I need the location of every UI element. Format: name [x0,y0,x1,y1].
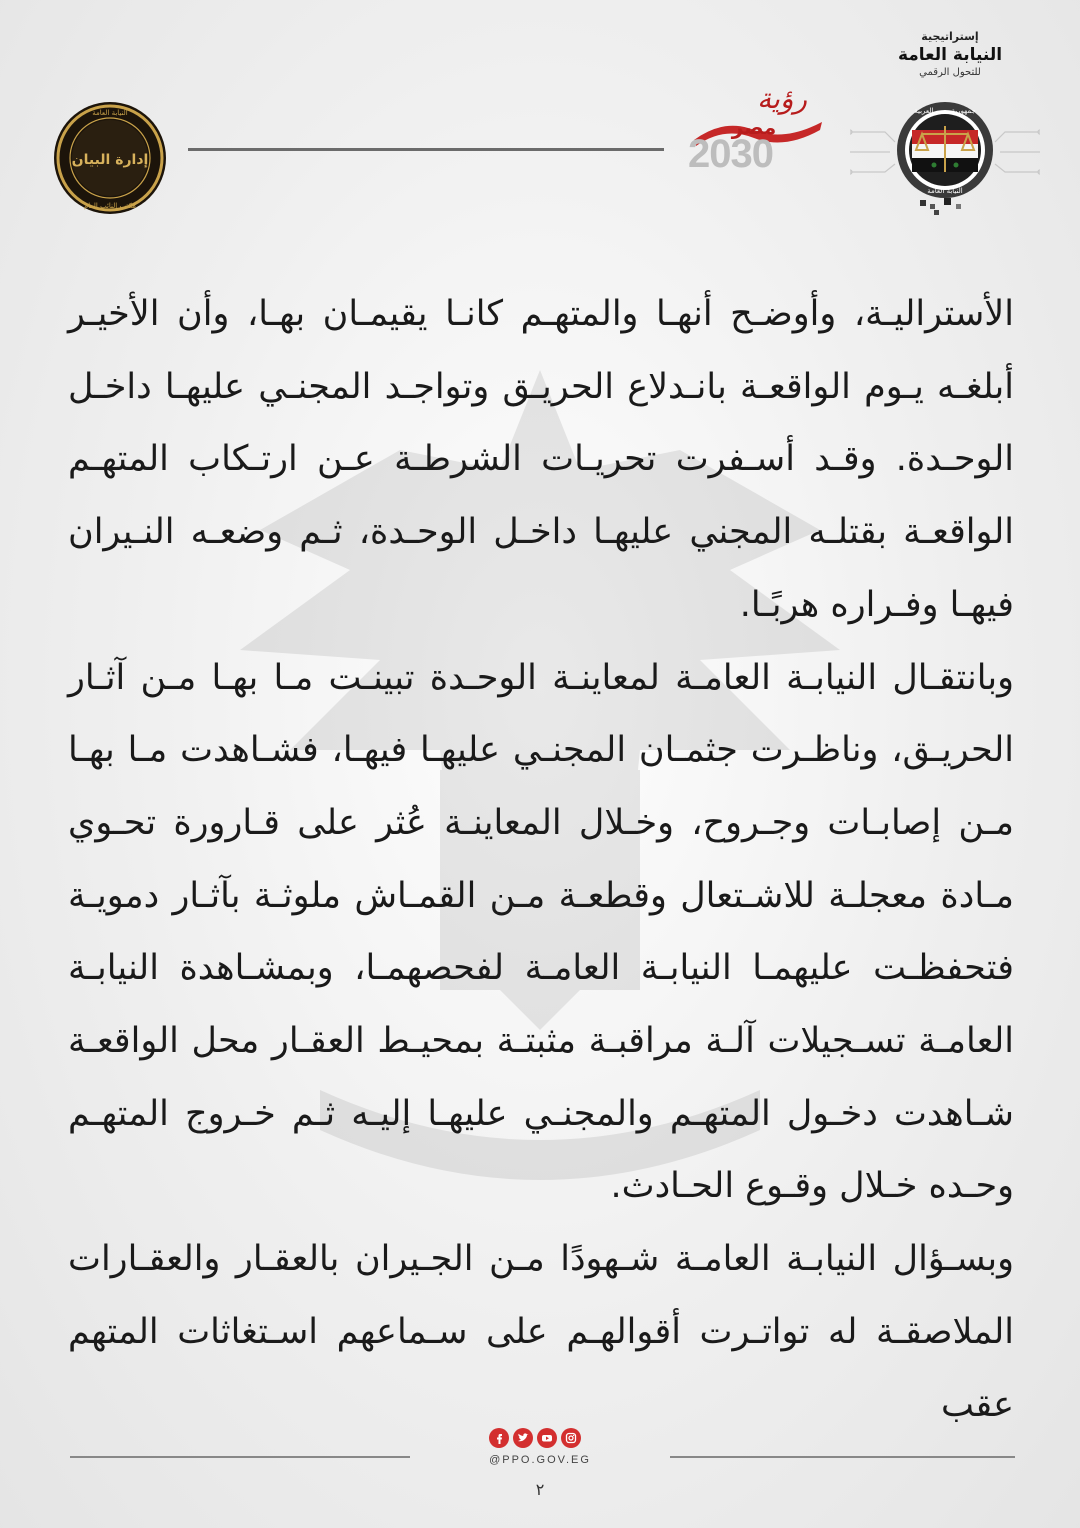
paragraph-2: وبانتقـال النيابـة العامـة لمعاينـة الوحـدة تبينـت مـا بهـا مـن آثـار الحريـق، وناظـرت جثمـان المجنـي عليهـا فيهـا، فشـاهدت مـا بهـا مـن إصابـات وجـروح، وخـلال المعاينـة عُثر على قـارورة تحـوي مـادة معجلـة للاشـتعال وقطعـة مـن القمـاش ملوثـة بآثـار دمويـة فتحفظـت عليهمـا النيابـة العامـة لفحصهمـا، وبمشـاهدة النيابـة العامـة تسـجيلات آلـة مراقبـة مثبتـة بمحيـط العقـار محل الواقعـة شـاهدت دخـول المتهـم والمجنـي عليهـا إليـه ثـم خـروج المتهـم وحـده خـلال وقـوع الحـادث. [68,657,1014,1207]
vision-egypt-word: مصر [731,115,777,139]
strategy-line-3: للتحول الرقمي [919,67,981,78]
footer-divider-left [70,1456,410,1458]
facebook-icon[interactable] [489,1428,509,1448]
seal-arc-top: جمهورية مصر العربية [914,107,976,115]
website-url[interactable]: @PPO.GOV.EG [489,1454,591,1466]
page-header [0,0,1080,240]
page-footer [0,1420,1080,1528]
strategy-line-1: إستراتيجية [921,30,979,43]
youtube-icon[interactable] [537,1428,557,1448]
statement-department-badge [52,100,168,216]
badge-main-text: إدارة البيان [71,152,149,168]
paragraph-1: الأستراليـة، وأوضـح أنهـا والمتهـم كانـا يقيمـان بهـا، وأن الأخيـر أبلغـه يـوم الواقعـة بانـدلاع الحريـق وتواجـد المجنـي عليهـا داخـل الوحـدة. وقـد أسـفرت تحريـات الشرطـة عـن ارتـكاب المتهـم الواقعـة بقتلـه المجني عليهـا داخـل الوحـدة، ثـم وضعـه النـيران فيهـا وفـراره هربًـا. [68,294,1014,625]
statement-body [68,278,1014,1441]
badge-arc-bottom: مكتب النائب العام [83,202,137,210]
digital-strategy-title [880,30,1020,78]
header-divider [188,148,664,151]
social-links [489,1428,581,1450]
strategy-line-2: النيابة العامة [897,45,1003,65]
public-prosecution-seal [850,92,1040,217]
twitter-icon[interactable] [513,1428,533,1448]
seal-arc-bottom: النيابة العامة [927,187,963,195]
egypt-vision-2030-logo [682,82,832,187]
vision-word: رؤية [757,82,807,115]
footer-divider-right [670,1456,1015,1458]
instagram-icon[interactable] [561,1428,581,1448]
badge-arc-top: النيابة العامة [92,109,128,117]
paragraph-3: وبسـؤال النيابـة العامـة شـهودًا مـن الجـيران بالعقـار والعقـارات الملاصقـة له تواتـرت أقوالهـم على سـماعهم اسـتغاثات المتهم عقب [68,1239,1014,1425]
vision-year: 2030 [688,132,773,176]
page-number: ٢ [535,1480,545,1499]
